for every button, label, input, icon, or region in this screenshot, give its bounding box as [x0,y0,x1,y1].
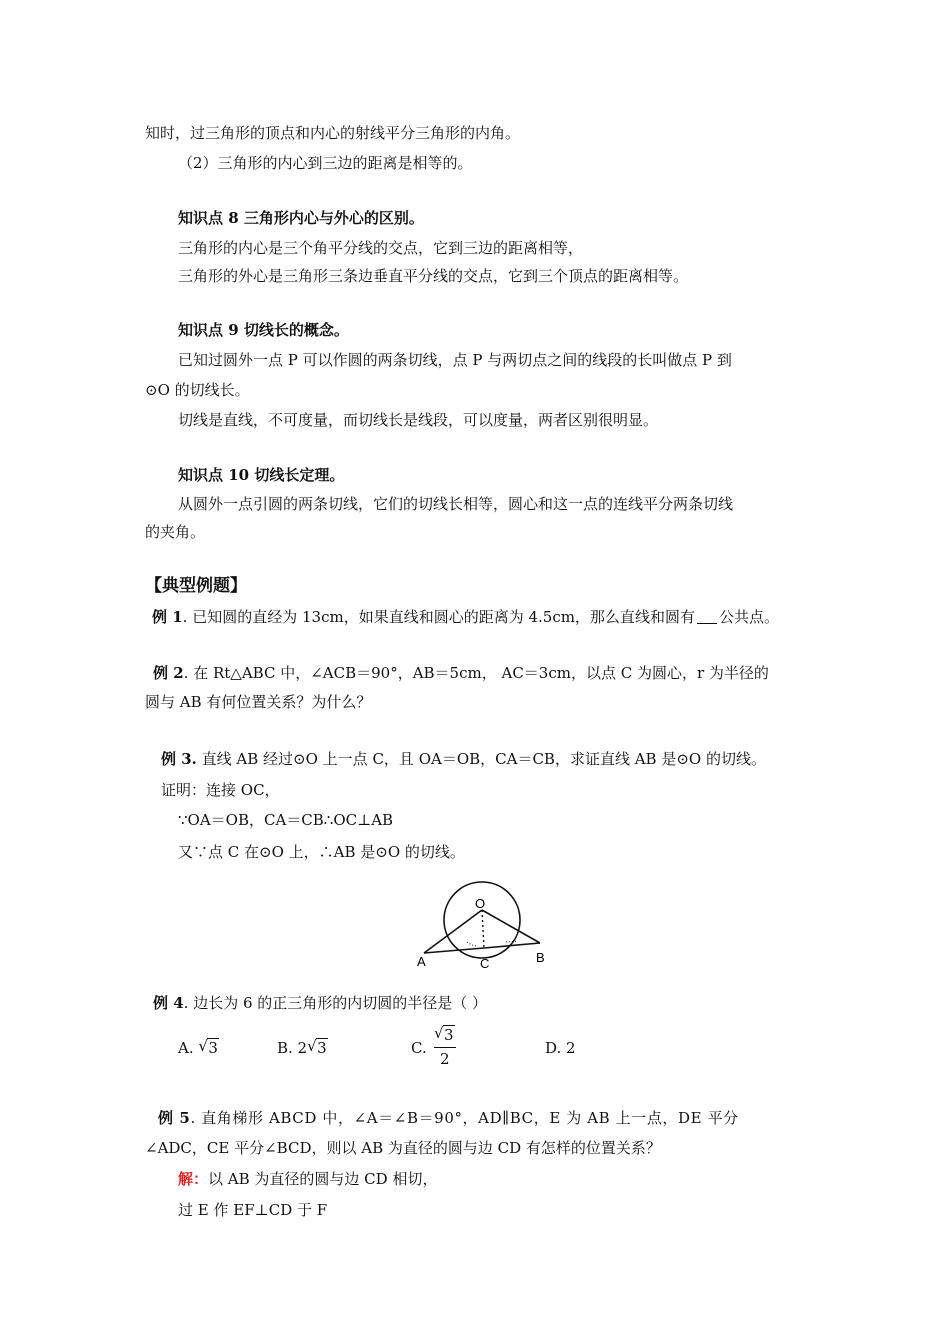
option-b [277,1038,328,1058]
text-line: ⊙O 的切线长。 [145,381,250,399]
proof-line: 又∵点 C 在⊙O 上，∴AB 是⊙O 的切线。 [178,843,465,861]
option-b-label: B. 2 [277,1039,308,1057]
segment-oa [424,910,482,953]
solution-label: 解： [178,1170,209,1188]
example-2 [153,663,769,683]
segment-oc-dashed [482,910,484,948]
example-1 [152,607,779,627]
example-1-label: 例 1 [152,608,183,626]
sqrt-symbol: √ [198,1037,208,1055]
numerator-sqrt [434,1026,455,1044]
text-line: 知时，过三角形的顶点和内心的射线平分三角形的内角。 [145,124,521,142]
text-line: 三角形的内心是三个角平分线的交点，它到三边的距离相等， [178,239,584,257]
example-3-label: 例 3. [161,750,197,768]
label-a: A [417,954,426,969]
knowledge-8-title: 知识点 8 三角形内心与外心的区别。 [178,209,424,227]
sqrt [307,1038,328,1058]
text-line: 圆与 AB 有何位置关系？为什么？ [145,693,372,711]
example-5 [158,1108,739,1128]
example-4-text: . 边长为 6 的正三角形的内切圆的半径是（ ） [183,994,488,1012]
option-a-label: A. [178,1039,194,1057]
text-line: 切线是直线，不可度量，而切线长是线段，可以度量，两者区别很明显。 [178,411,659,429]
label-c: C [480,956,490,971]
answer-blank [697,623,717,624]
example-1-text: . 已知圆的直经为 13cm，如果直线和圆心的距离为 4.5cm，那么直线和圆有 [182,608,695,626]
section-heading: 【典型例题】 [145,576,247,596]
option-d: D. 2 [545,1039,576,1057]
denominator: 2 [440,1050,450,1068]
text-line: 的夹角。 [145,523,206,541]
radicand: 3 [208,1039,218,1057]
solution-text: 以 AB 为直径的圆与边 CD 相切， [208,1170,438,1188]
example-5-label: 例 5 [158,1109,191,1127]
example-4-label: 例 4 [153,994,184,1012]
example-3-text: 直线 AB 经过⊙O 上一点 C，且 OA＝OB，CA＝CB，求证直线 AB 是⊙O 的切线。 [196,750,766,768]
solution-line [178,1169,437,1189]
label-o: O [475,896,486,911]
text-line: （2）三角形的内心到三边的距离是相等的。 [178,154,473,172]
proof-line: ∵OA＝OB，CA＝CB∴OC⊥AB [178,811,394,829]
example-3 [161,749,766,769]
segment-ob [482,910,540,943]
sqrt-symbol: √ [434,1024,444,1042]
example-2-label: 例 2 [153,664,184,682]
angle-mark [467,942,478,946]
option-c-label: C. [411,1039,427,1057]
radicand: 3 [317,1039,327,1057]
solution-line: 过 E 作 EF⊥CD 于 F [178,1201,328,1219]
example-2-text: . 在 Rt△ABC 中，∠ACB＝90°，AB＝5cm， AC＝3cm，以点 C 为圆心，r 为半径的 [183,664,769,682]
knowledge-9-title: 知识点 9 切线长的概念。 [178,321,349,339]
proof-line: 证明：连接 OC， [161,781,280,799]
sqrt-symbol: √ [307,1037,317,1055]
text-line: ∠ADC，CE 平分∠BCD，则以 AB 为直径的圆与边 CD 有怎样的位置关系？ [145,1139,661,1157]
dot-mark [506,941,518,942]
fraction [434,1026,460,1072]
label-b: B [536,950,545,965]
radicand: 3 [444,1026,454,1044]
tangent-figure [412,874,562,974]
example-4 [153,993,487,1013]
segment-ac [424,948,484,953]
option-a [178,1038,219,1058]
knowledge-10-title: 知识点 10 切线长定理。 [178,466,345,484]
example-5-text: . 直角梯形 ABCD 中，∠A＝∠B＝90°，AD∥BC，E 为 AB 上一点，DE 平分 [190,1109,739,1127]
text-line: 已知过圆外一点 P 可以作圆的两条切线，点 P 与两切点之间的线段的长叫做点 P 到 [178,351,732,369]
text-line: 从圆外一点引圆的两条切线，它们的切线长相等，圆心和这一点的连线平分两条切线 [178,495,734,513]
sqrt [198,1038,219,1058]
example-1-text-end: 公共点。 [718,608,779,626]
fraction-bar [434,1047,456,1048]
text-line: 三角形的外心是三角形三条边垂直平分线的交点，它到三个顶点的距离相等。 [178,267,689,285]
